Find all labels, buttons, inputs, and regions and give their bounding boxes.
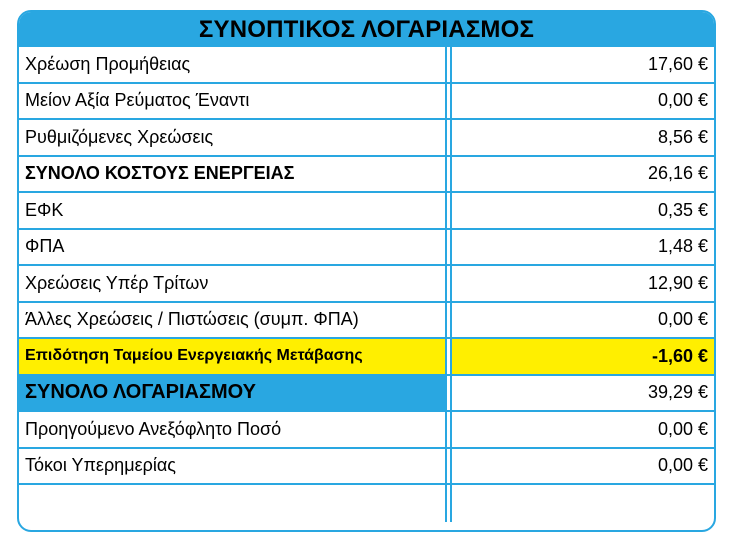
row-label: Άλλες Χρεώσεις / Πιστώσεις (συμπ. ΦΠΑ) <box>19 303 447 338</box>
table-row-other-charges <box>19 303 714 340</box>
table-row-vat <box>19 230 714 267</box>
table-title: ΣΥΝΟΠΤΙΚΟΣ ΛΟΓΑΡΙΑΣΜΟΣ <box>19 12 714 47</box>
row-label: Προηγούμενο Ανεξόφλητο Ποσό <box>19 412 447 447</box>
row-value: 0,00 € <box>450 449 714 484</box>
row-value: -1,60 € <box>450 339 714 374</box>
table-row-late-interest <box>19 449 714 486</box>
row-label: ΣΥΝΟΛΟ ΚΟΣΤΟΥΣ ΕΝΕΡΓΕΙΑΣ <box>19 157 447 192</box>
row-label: Χρεώσεις Υπέρ Τρίτων <box>19 266 447 301</box>
row-label: Μείον Αξία Ρεύματος Έναντι <box>19 84 447 119</box>
row-label: Χρέωση Προμήθειας <box>19 47 447 82</box>
table-row-supply-charge <box>19 47 714 84</box>
row-label <box>19 485 447 522</box>
row-value: 12,90 € <box>450 266 714 301</box>
row-value: 0,00 € <box>450 303 714 338</box>
table-row-previous-unpaid <box>19 412 714 449</box>
account-summary-table <box>17 10 716 532</box>
row-value: 0,00 € <box>450 84 714 119</box>
table-row-regulated-charges <box>19 120 714 157</box>
row-label: ΣΥΝΟΛΟ ΛΟΓΑΡΙΑΣΜΟΥ <box>19 376 447 411</box>
row-value: 26,16 € <box>450 157 714 192</box>
table-row-excise-tax <box>19 193 714 230</box>
row-value: 17,60 € <box>450 47 714 82</box>
table-row-third-party-charges <box>19 266 714 303</box>
row-label: ΕΦΚ <box>19 193 447 228</box>
row-value: 1,48 € <box>450 230 714 265</box>
row-value: 8,56 € <box>450 120 714 155</box>
row-label: Ρυθμιζόμενες Χρεώσεις <box>19 120 447 155</box>
row-label: ΦΠΑ <box>19 230 447 265</box>
row-value: 0,35 € <box>450 193 714 228</box>
row-value: 0,00 € <box>450 412 714 447</box>
row-value: 39,29 € <box>450 376 714 411</box>
row-value <box>450 485 714 522</box>
table-row-bill-total <box>19 376 714 413</box>
table-row-empty <box>19 485 714 522</box>
table-row-energy-cost-total <box>19 157 714 194</box>
table-row-transition-fund-subsidy <box>19 339 714 376</box>
row-label: Επιδότηση Ταμείου Ενεργειακής Μετάβασης <box>19 339 447 374</box>
row-label: Τόκοι Υπερημερίας <box>19 449 447 484</box>
table-row-energy-credit <box>19 84 714 121</box>
